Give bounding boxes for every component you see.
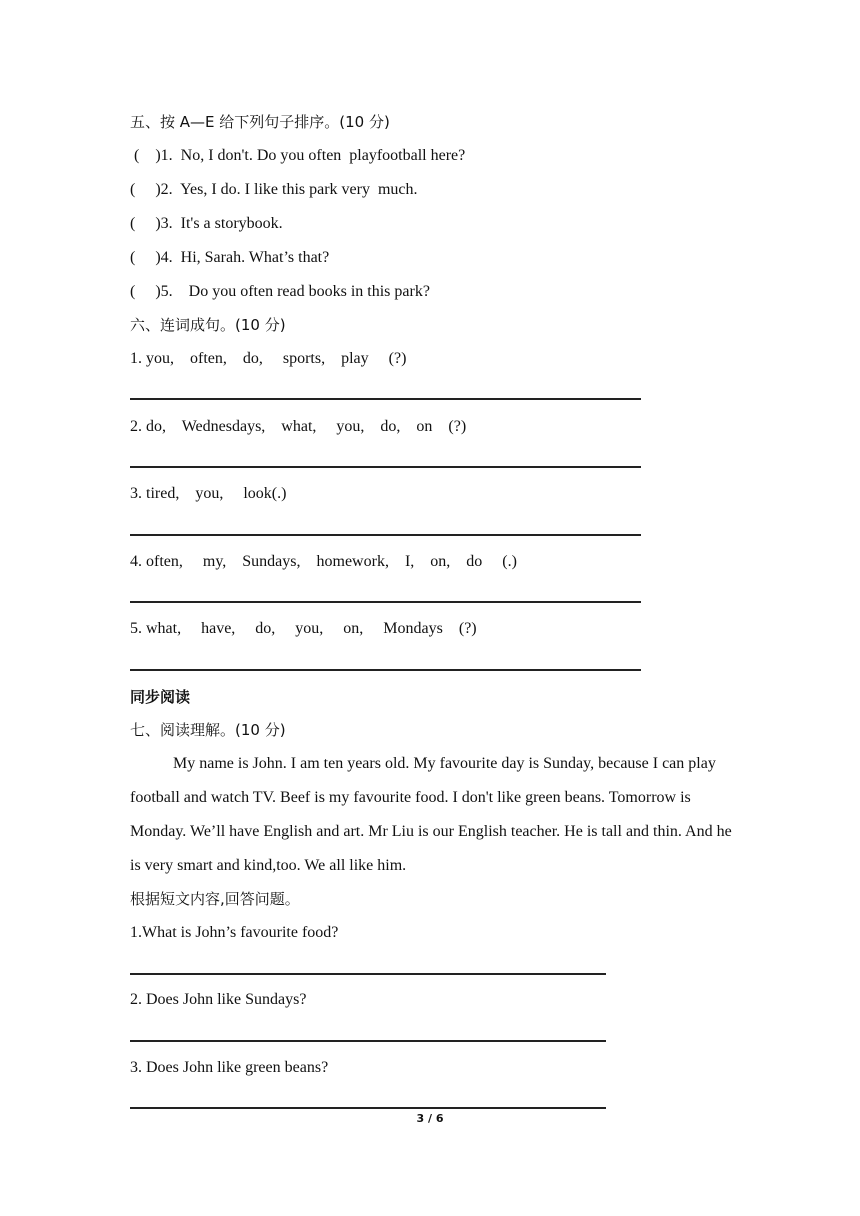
ordering-item [130, 282, 430, 302]
sentence-text: It's a storybook. [180, 215, 283, 232]
question: 1.What is John’s favourite food? [130, 924, 339, 941]
question: 2. Does John like Sundays? [130, 991, 307, 1008]
answer-line[interactable] [130, 1040, 606, 1042]
ordering-item [130, 180, 418, 200]
answer-line[interactable] [130, 534, 641, 536]
sentence-text: Yes, I do. I like this park very much. [180, 181, 418, 198]
sentence-text: No, I don't. Do you often playfootball here? [180, 147, 466, 164]
answer-line[interactable] [130, 601, 641, 603]
word-order-item: 5. what, have, do, you, on, Mondays (?) [130, 620, 477, 637]
answer-line[interactable] [130, 973, 606, 975]
instruction: 根据短文内容,回答问题。 [130, 890, 300, 908]
ordering-item [130, 214, 283, 234]
question: 3. Does John like green beans? [130, 1059, 329, 1076]
answer-line[interactable] [130, 669, 641, 671]
section7-title: 七、阅读理解。(10 分) [130, 721, 286, 739]
section5-title: 五、按 A—E 给下列句子排序。(10 分) [130, 113, 390, 131]
ordering-item [130, 248, 329, 268]
section6-title: 六、连词成句。(10 分) [130, 316, 286, 334]
word-order-item: 2. do, Wednesdays, what, you, do, on (?) [130, 418, 467, 435]
sentence-text: Hi, Sarah. What’s that? [180, 249, 330, 266]
word-order-item: 3. tired, you, look(.) [130, 485, 287, 502]
word-order-item: 1. you, often, do, sports, play (?) [130, 350, 407, 367]
page-number: 3 / 6 [416, 1112, 444, 1125]
answer-bracket[interactable]: ( )3. [130, 215, 173, 232]
answer-bracket[interactable]: ( )5. [130, 283, 173, 300]
reading-passage: My name is John. I am ten years old. My favourite day is Sunday, because I can play football and watch TV. Beef is my favourite food. I don't like green beans. Tomorrow is Monday. We’ll have English and art. Mr Liu is our English teacher. He is tall and thin. And he is very smart and kind,too. We all like him. [130, 755, 732, 874]
answer-line[interactable] [130, 466, 641, 468]
answer-bracket[interactable]: ( )4. [130, 249, 173, 266]
answer-bracket[interactable]: ( )1. [130, 147, 173, 164]
answer-line[interactable] [130, 1107, 606, 1109]
ordering-item [130, 146, 465, 166]
answer-bracket[interactable]: ( )2. [130, 181, 173, 198]
sentence-text: Do you often read books in this park? [180, 283, 430, 300]
answer-line[interactable] [130, 398, 641, 400]
word-order-item: 4. often, my, Sundays, homework, I, on, do (.) [130, 553, 517, 570]
sync-reading-heading: 同步阅读 [130, 688, 191, 706]
